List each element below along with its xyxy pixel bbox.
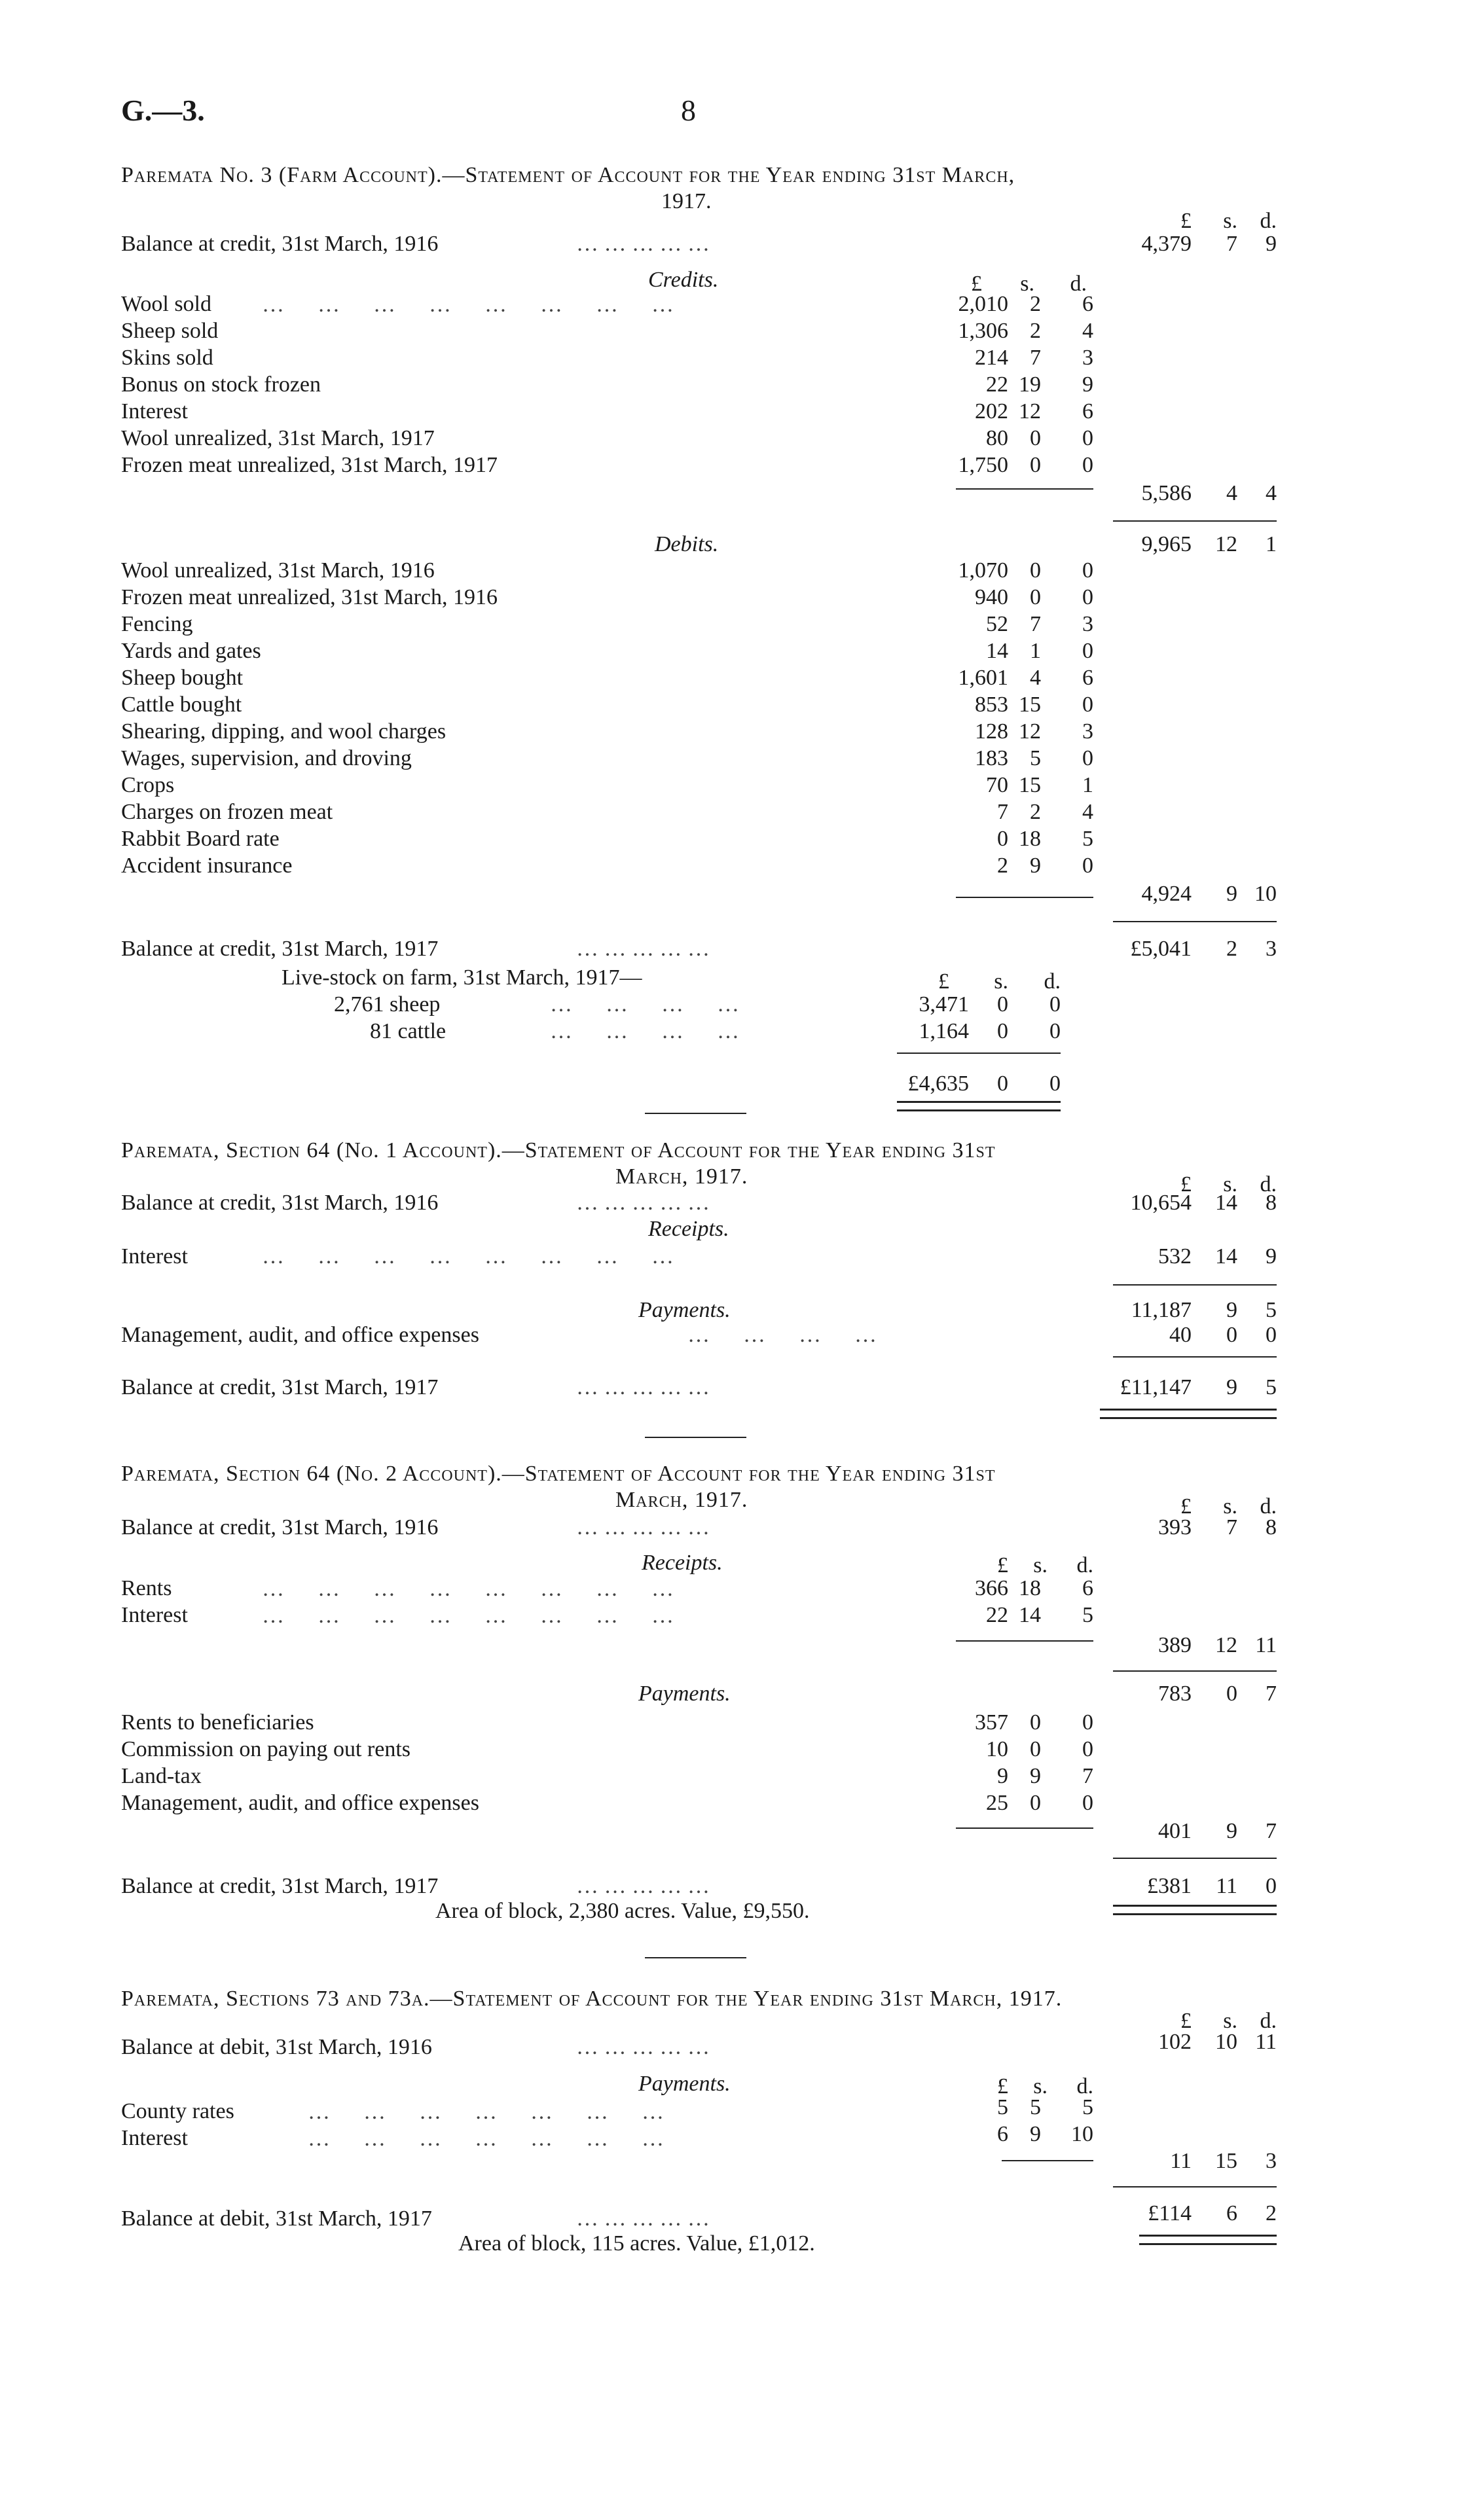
list-item: Interest — [121, 1244, 188, 1269]
amount-pence: 0 — [1082, 426, 1093, 450]
subtotal-shillings: 9 — [1226, 1298, 1237, 1322]
total-pence: 3 — [1266, 2149, 1277, 2173]
amount-shillings: 2 — [1030, 292, 1041, 316]
list-item: 81 cattle — [370, 1019, 447, 1043]
col-header-shillings: s. — [1020, 272, 1034, 296]
amount-pence: 8 — [1266, 1515, 1277, 1539]
section-title-year: 1917. — [661, 189, 712, 213]
amount-shillings: 0 — [997, 992, 1008, 1017]
closing-pence: 0 — [1266, 1874, 1277, 1898]
rule — [1113, 1284, 1277, 1286]
col-header-pence: d. — [1070, 272, 1087, 296]
closing-pence: 5 — [1266, 1375, 1277, 1399]
amount-pounds: 214 — [975, 346, 1008, 370]
receipts-heading: Receipts. — [648, 1217, 729, 1241]
col-header-pounds: £ — [997, 1553, 1008, 1577]
col-header-pence: d. — [1076, 2074, 1093, 2098]
amount-shillings: 12 — [1019, 719, 1041, 744]
amount-pence: 3 — [1082, 346, 1093, 370]
total-shillings: 15 — [1215, 2149, 1237, 2173]
debits-heading: Debits. — [655, 532, 719, 556]
list-item: Rents — [121, 1576, 172, 1600]
col-header-shillings: s. — [1223, 2009, 1237, 2033]
amount-pence: 11 — [1255, 2030, 1277, 2054]
closing-shillings: 11 — [1216, 1874, 1237, 1898]
amount-pounds: 22 — [986, 1603, 1008, 1627]
amount-pence: 6 — [1082, 292, 1093, 316]
amount-pence: 7 — [1082, 1764, 1093, 1788]
col-header-pounds: £ — [1180, 2009, 1192, 2033]
double-rule — [1139, 2235, 1277, 2245]
list-item: Wool unrealized, 31st March, 1916 — [121, 558, 435, 583]
amount-pounds: 9 — [997, 1764, 1008, 1788]
amount-shillings: 18 — [1019, 1576, 1041, 1600]
subtotal-pence: 5 — [1266, 1298, 1277, 1322]
livestock-label: Live-stock on farm, 31st March, 1917— — [282, 965, 642, 990]
col-header-pence: d. — [1260, 2009, 1277, 2033]
closing-pounds: £5,041 — [1130, 937, 1192, 961]
amount-shillings: 7 — [1030, 346, 1041, 370]
closing-shillings: 2 — [1226, 937, 1237, 961]
section-title: Paremata, Section 64 (No. 2 Account).—Statement of Account for the Year ending 31st — [121, 1462, 996, 1486]
amount-pence: 6 — [1082, 666, 1093, 690]
closing-balance-label: Balance at credit, 31st March, 1917 — [121, 937, 439, 961]
amount-shillings: 14 — [1215, 1191, 1237, 1215]
closing-shillings: 6 — [1226, 2201, 1237, 2225]
amount-pounds: 357 — [975, 1710, 1008, 1735]
payments-heading: Payments. — [638, 2072, 731, 2096]
list-item: Management, audit, and office expenses — [121, 1323, 479, 1347]
amount-pounds: 22 — [986, 372, 1008, 397]
amount-pence: 5 — [1082, 2095, 1093, 2119]
leader-dots: … … … … — [550, 992, 739, 1017]
closing-shillings: 9 — [1226, 1375, 1237, 1399]
amount-pounds: 10,654 — [1130, 1191, 1192, 1215]
list-item: Fencing — [121, 612, 193, 636]
amount-pence: 5 — [1082, 827, 1093, 851]
leader-dots: … … … … … — [576, 1515, 710, 1539]
amount-shillings: 7 — [1226, 232, 1237, 256]
closing-balance-label: Balance at credit, 31st March, 1917 — [121, 1375, 439, 1399]
rule — [1113, 1858, 1277, 1859]
opening-balance-label: Balance at credit, 31st March, 1916 — [121, 1191, 439, 1215]
opening-balance-label: Balance at debit, 31st March, 1916 — [121, 2035, 432, 2059]
leader-dots: … … … … … … … … — [262, 293, 674, 317]
amount-pence: 0 — [1082, 693, 1093, 717]
list-item: Rents to beneficiaries — [121, 1710, 314, 1735]
list-item: Wool unrealized, 31st March, 1917 — [121, 426, 435, 450]
leader-dots: … … … … … … … … — [262, 1244, 674, 1269]
amount-shillings: 0 — [1030, 1710, 1041, 1735]
col-header-shillings: s. — [1223, 1494, 1237, 1519]
amount-pounds: 4,379 — [1141, 232, 1192, 256]
list-item: Shearing, dipping, and wool charges — [121, 719, 447, 744]
total-pounds: 4,924 — [1141, 882, 1192, 906]
list-item: Frozen meat unrealized, 31st March, 1917 — [121, 453, 498, 477]
list-item: Interest — [121, 2126, 188, 2150]
section-title: Paremata, Section 64 (No. 1 Account).—Statement of Account for the Year ending 31st — [121, 1138, 996, 1162]
amount-pounds: 1,601 — [958, 666, 1008, 690]
list-item: Interest — [121, 1603, 188, 1627]
list-item: 2,761 sheep — [334, 992, 441, 1017]
rule — [1113, 1356, 1277, 1358]
amount-pence: 4 — [1082, 319, 1093, 343]
total-pence: 4 — [1266, 481, 1277, 505]
amount-shillings: 10 — [1215, 2030, 1237, 2054]
subtotal-pounds: 783 — [1158, 1682, 1192, 1706]
amount-pence: 3 — [1082, 719, 1093, 744]
amount-pence: 8 — [1266, 1191, 1277, 1215]
amount-shillings: 7 — [1030, 612, 1041, 636]
page-number: 8 — [681, 94, 696, 127]
rule — [956, 1640, 1093, 1642]
amount-shillings: 0 — [1030, 1737, 1041, 1761]
rule — [956, 1827, 1093, 1829]
amount-pence: 5 — [1082, 1603, 1093, 1627]
leader-dots: … … … … — [687, 1323, 877, 1347]
leader-dots: … … … … … — [576, 1874, 710, 1898]
leader-dots: … … … … … — [576, 232, 710, 256]
amount-pounds: 40 — [1169, 1323, 1192, 1347]
amount-pence: 0 — [1082, 1737, 1093, 1761]
amount-pounds: 5 — [997, 2095, 1008, 2119]
total-shillings: 9 — [1226, 882, 1237, 906]
amount-pounds: 853 — [975, 693, 1008, 717]
closing-pence: 3 — [1266, 937, 1277, 961]
total-pounds: 389 — [1158, 1633, 1192, 1657]
list-item: Sheep sold — [121, 319, 219, 343]
amount-shillings: 19 — [1019, 372, 1041, 397]
list-item: County rates — [121, 2099, 234, 2123]
amount-pounds: 1,306 — [958, 319, 1008, 343]
col-header-shillings: s. — [1223, 1172, 1237, 1197]
total-pounds: £4,635 — [907, 1071, 969, 1096]
amount-shillings: 2 — [1030, 800, 1041, 824]
amount-shillings: 0 — [1226, 1323, 1237, 1347]
amount-pence: 6 — [1082, 1576, 1093, 1600]
col-header-shillings: s. — [1223, 209, 1237, 233]
col-header-shillings: s. — [1033, 2074, 1048, 2098]
list-item: Land-tax — [121, 1764, 202, 1788]
closing-pounds: £114 — [1148, 2201, 1192, 2225]
amount-pence: 0 — [1082, 1710, 1093, 1735]
col-header-pounds: £ — [1180, 1172, 1192, 1197]
payments-heading: Payments. — [638, 1682, 731, 1706]
col-header-shillings: s. — [1033, 1553, 1048, 1577]
list-item: Management, audit, and office expenses — [121, 1791, 479, 1815]
rule — [1113, 2186, 1277, 2187]
amount-pounds: 2 — [997, 854, 1008, 878]
amount-pence: 9 — [1082, 372, 1093, 397]
amount-pounds: 1,070 — [958, 558, 1008, 583]
subtotal-shillings: 12 — [1215, 532, 1237, 556]
amount-pounds: 366 — [975, 1576, 1008, 1600]
amount-shillings: 7 — [1226, 1515, 1237, 1539]
amount-pence: 0 — [1266, 1323, 1277, 1347]
list-item: Skins sold — [121, 346, 213, 370]
col-header-pence: d. — [1260, 209, 1277, 233]
rule — [897, 1053, 1061, 1054]
amount-shillings: 14 — [1215, 1244, 1237, 1269]
amount-pounds: 25 — [986, 1791, 1008, 1815]
amount-pounds: 393 — [1158, 1515, 1192, 1539]
closing-pounds: £11,147 — [1120, 1375, 1192, 1399]
opening-balance-label: Balance at credit, 31st March, 1916 — [121, 232, 439, 256]
col-header-pounds: £ — [1180, 1494, 1192, 1519]
rule — [1113, 921, 1277, 922]
leader-dots: … … … … … — [576, 1375, 710, 1399]
amount-pence: 0 — [1082, 1791, 1093, 1815]
col-header-shillings: s. — [994, 969, 1008, 994]
amount-pounds: 940 — [975, 585, 1008, 609]
area-note: Area of block, 2,380 acres. Value, £9,550. — [435, 1899, 810, 1923]
section-title: Paremata, Sections 73 and 73a.—Statement of Account for the Year ending 31st March, 1917. — [121, 1987, 1063, 2011]
amount-shillings: 14 — [1019, 1603, 1041, 1627]
amount-shillings: 15 — [1019, 773, 1041, 797]
amount-shillings: 18 — [1019, 827, 1041, 851]
list-item: Accident insurance — [121, 854, 293, 878]
payments-heading: Payments. — [638, 1298, 731, 1322]
section-divider — [645, 1957, 746, 1958]
subtotal-shillings: 0 — [1226, 1682, 1237, 1706]
list-item: Cattle bought — [121, 693, 242, 717]
list-item: Sheep bought — [121, 666, 244, 690]
amount-pence: 0 — [1082, 746, 1093, 770]
amount-pounds: 128 — [975, 719, 1008, 744]
amount-pence: 1 — [1082, 773, 1093, 797]
amount-pounds: 1,164 — [919, 1019, 969, 1043]
amount-shillings: 0 — [1030, 585, 1041, 609]
amount-pence: 6 — [1082, 399, 1093, 423]
amount-pence: 3 — [1082, 612, 1093, 636]
list-item: Frozen meat unrealized, 31st March, 1916 — [121, 585, 498, 609]
amount-shillings: 15 — [1019, 693, 1041, 717]
credits-heading: Credits. — [648, 268, 719, 292]
amount-pence: 4 — [1082, 800, 1093, 824]
closing-balance-label: Balance at debit, 31st March, 1917 — [121, 2206, 432, 2231]
amount-shillings: 0 — [1030, 426, 1041, 450]
amount-shillings: 0 — [1030, 558, 1041, 583]
amount-pounds: 10 — [986, 1737, 1008, 1761]
total-pounds: 401 — [1158, 1819, 1192, 1843]
amount-shillings: 4 — [1030, 666, 1041, 690]
amount-shillings: 5 — [1030, 746, 1041, 770]
leader-dots: … … … … … … … … … … … … … … — [308, 2100, 664, 2151]
rule — [1113, 520, 1277, 522]
double-rule — [1100, 1409, 1277, 1419]
amount-pence: 0 — [1049, 992, 1061, 1017]
amount-shillings: 9 — [1030, 854, 1041, 878]
col-header-pence: d. — [1260, 1172, 1277, 1197]
list-item: Yards and gates — [121, 639, 261, 663]
subtotal-pounds: 11,187 — [1131, 1298, 1192, 1322]
amount-pence: 0 — [1049, 1019, 1061, 1043]
amount-pounds: 3,471 — [919, 992, 969, 1017]
leader-dots: … … … … … — [576, 937, 710, 961]
list-item: Wool sold — [121, 292, 211, 316]
closing-pounds: £381 — [1147, 1874, 1192, 1898]
section-divider — [645, 1437, 746, 1438]
closing-balance-label: Balance at credit, 31st March, 1917 — [121, 1874, 439, 1898]
amount-pounds: 202 — [975, 399, 1008, 423]
list-item: Interest — [121, 399, 188, 423]
col-header-pounds: £ — [1180, 209, 1192, 233]
opening-balance-label: Balance at credit, 31st March, 1916 — [121, 1515, 439, 1539]
rule — [1113, 1670, 1277, 1672]
total-pence: 7 — [1266, 1819, 1277, 1843]
double-rule — [1113, 1905, 1277, 1915]
amount-pounds: 52 — [986, 612, 1008, 636]
amount-pounds: 102 — [1158, 2030, 1192, 2054]
list-item: Wages, supervision, and droving — [121, 746, 412, 770]
amount-shillings: 5 — [1030, 2095, 1041, 2119]
list-item: Bonus on stock frozen — [121, 372, 321, 397]
amount-pounds: 14 — [986, 639, 1008, 663]
col-header-pounds: £ — [938, 969, 949, 994]
rule — [956, 897, 1093, 898]
total-pence: 10 — [1254, 882, 1277, 906]
double-rule — [897, 1101, 1061, 1111]
amount-pounds: 80 — [986, 426, 1008, 450]
total-shillings: 4 — [1226, 481, 1237, 505]
total-pence: 0 — [1049, 1071, 1061, 1096]
amount-pounds: 0 — [997, 827, 1008, 851]
area-note: Area of block, 115 acres. Value, £1,012. — [458, 2231, 815, 2256]
total-shillings: 12 — [1215, 1633, 1237, 1657]
amount-shillings: 0 — [997, 1019, 1008, 1043]
section-divider — [645, 1113, 746, 1114]
rule — [1002, 2160, 1093, 2161]
col-header-pence: d. — [1076, 1553, 1093, 1577]
amount-pounds: 532 — [1158, 1244, 1192, 1269]
list-item: Rabbit Board rate — [121, 827, 280, 851]
subtotal-pence: 1 — [1266, 532, 1277, 556]
col-header-pence: d. — [1260, 1494, 1277, 1519]
amount-pounds: 2,010 — [958, 292, 1008, 316]
list-item: Charges on frozen meat — [121, 800, 333, 824]
amount-shillings: 12 — [1019, 399, 1041, 423]
amount-pence: 0 — [1082, 453, 1093, 477]
amount-shillings: 2 — [1030, 319, 1041, 343]
receipts-heading: Receipts. — [642, 1551, 723, 1575]
leader-dots: … … … … — [550, 1019, 739, 1043]
amount-shillings: 1 — [1030, 639, 1041, 663]
amount-pence: 0 — [1082, 585, 1093, 609]
amount-pounds: 7 — [997, 800, 1008, 824]
section-title: Paremata No. 3 (Farm Account).—Statement of Account for the Year ending 31st March, — [121, 163, 1015, 187]
amount-shillings: 9 — [1030, 2122, 1041, 2146]
amount-shillings: 9 — [1030, 1764, 1041, 1788]
closing-pence: 2 — [1266, 2201, 1277, 2225]
amount-shillings: 0 — [1030, 453, 1041, 477]
page-reference: G.—3. — [121, 94, 205, 127]
amount-pounds: 6 — [997, 2122, 1008, 2146]
col-header-pounds: £ — [997, 2074, 1008, 2098]
col-header-pounds: £ — [971, 272, 982, 296]
amount-pence: 0 — [1082, 854, 1093, 878]
amount-pence: 10 — [1071, 2122, 1093, 2146]
amount-pounds: 70 — [986, 773, 1008, 797]
total-shillings: 0 — [997, 1071, 1008, 1096]
amount-pounds: 183 — [975, 746, 1008, 770]
col-header-pence: d. — [1044, 969, 1061, 994]
section-title-year: March, 1917. — [615, 1164, 748, 1189]
total-pounds: 5,586 — [1141, 481, 1192, 505]
rule — [956, 488, 1093, 490]
amount-pence: 0 — [1082, 639, 1093, 663]
total-shillings: 9 — [1226, 1819, 1237, 1843]
leader-dots: … … … … … — [576, 2206, 710, 2231]
leader-dots: … … … … … — [576, 1191, 710, 1215]
list-item: Commission on paying out rents — [121, 1737, 410, 1761]
subtotal-pence: 7 — [1266, 1682, 1277, 1706]
subtotal-pounds: 9,965 — [1141, 532, 1192, 556]
section-title-year: March, 1917. — [615, 1488, 748, 1512]
amount-pence: 9 — [1266, 232, 1277, 256]
amount-pence: 9 — [1266, 1244, 1277, 1269]
total-pounds: 11 — [1170, 2149, 1192, 2173]
total-pence: 11 — [1255, 1633, 1277, 1657]
amount-pence: 0 — [1082, 558, 1093, 583]
leader-dots: … … … … … … … … … … … … … … … … — [262, 1577, 674, 1628]
leader-dots: … … … … … — [576, 2035, 710, 2059]
list-item: Crops — [121, 773, 175, 797]
amount-pounds: 1,750 — [958, 453, 1008, 477]
amount-shillings: 0 — [1030, 1791, 1041, 1815]
